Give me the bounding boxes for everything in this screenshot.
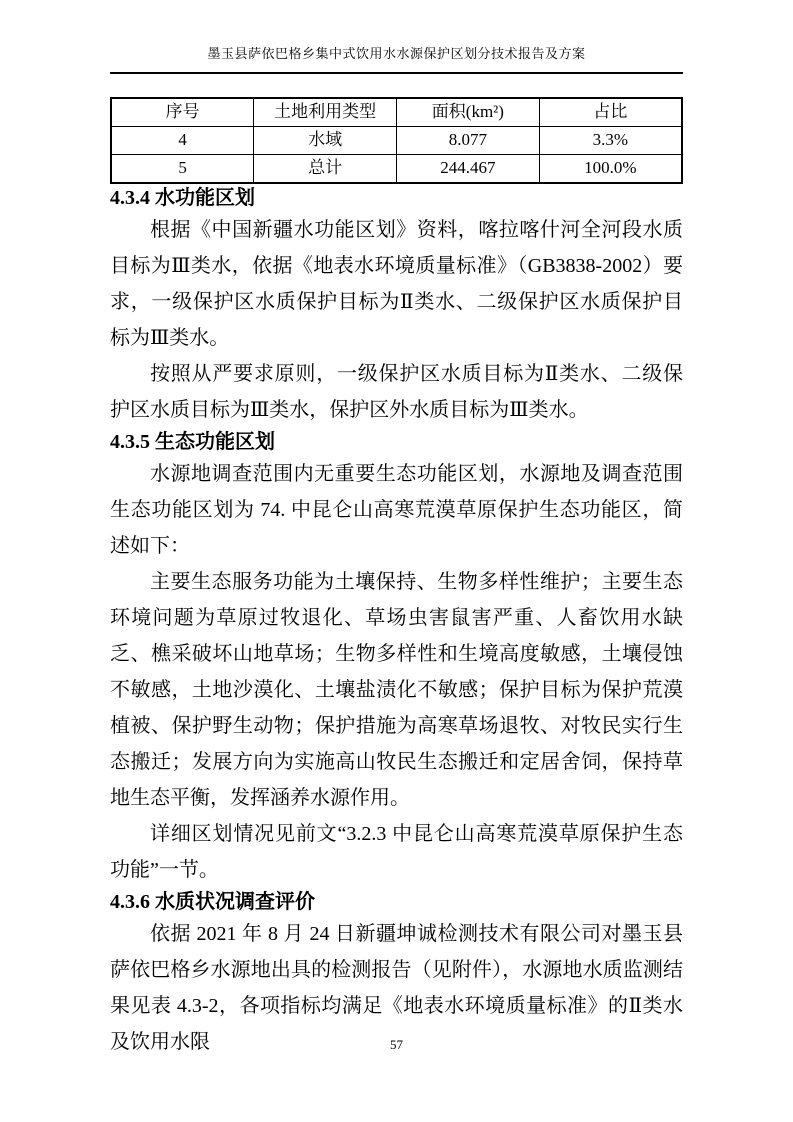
land-use-table [110,97,683,184]
paragraph: 水源地调查范围内无重要生态功能区划，水源地及调查范围生态功能区划为 74. 中昆仑山高寒荒漠草原保护生态功能区，简述如下： [110,463,683,557]
paragraph: 主要生态服务功能为土壤保持、生物多样性维护；主要生态环境问题为草原过牧退化、草场虫害鼠害严重、人畜饮用水缺乏、樵采破坏山地草场；生物多样性和生境高度敏感，土壤侵蚀不敏感，土地沙漠化、土壤盐渍化不敏感；保护目标为保护荒漠植被、保护野生动物；保护措施为高寒草场退牧、对牧民实行生态搬迁；发展方向为实施高山牧民生态搬迁和定居舍饲，保持草地生态平衡，发挥涵养水源作用。 [110,571,683,809]
table-cell-percentage: 3.3% [539,127,682,155]
table-row [111,127,682,155]
section-heading-436: 4.3.6 水质状况调查评价 [110,891,315,913]
table-header-cell-percentage: 占比 [539,98,682,127]
table-cell-landuse-type: 总计 [254,155,397,184]
table-row [111,155,682,184]
paragraph: 根据《中国新疆水功能区划》资料，喀拉喀什河全河段水质目标为Ⅲ类水，依据《地表水环境质量标准》（GB3838-2002）要求，一级保护区水质保护目标为Ⅱ类水、二级保护区水质保护目标为Ⅲ类水。 [110,219,683,349]
table-header-cell-landuse-type: 土地利用类型 [254,98,397,127]
page-header [110,0,683,74]
table-cell-area: 8.077 [397,127,540,155]
table-cell-percentage: 100.0% [539,155,682,184]
header-title: 墨玉县萨依巴格乡集中式饮用水水源保护区划分技术报告及方案 [207,46,586,61]
paragraph: 按照从严要求原则，一级保护区水质目标为Ⅱ类水、二级保护区水质目标为Ⅲ类水，保护区外水质目标为Ⅲ类水。 [110,363,683,421]
table-cell-landuse-type: 水域 [254,127,397,155]
table-cell-index: 4 [111,127,254,155]
table-header-cell-index: 序号 [111,98,254,127]
section-heading-435: 4.3.5 生态功能区划 [110,431,275,453]
page-number: 57 [390,1037,403,1052]
page-content [110,97,683,1060]
paragraph: 依据 2021 年 8 月 24 日新疆坤诚检测技术有限公司对墨玉县萨依巴格乡水源地出具的检测报告（见附件），水源地水质监测结果见表 4.3-2，各项指标均满足《地表水环境质量标准》的Ⅱ类水及饮用水限 [110,923,683,1053]
paragraph: 详细区划情况见前文“3.2.3 中昆仑山高寒荒漠草原保护生态功能”一节。 [110,823,683,881]
table-header-cell-area: 面积(km²) [397,98,540,127]
table-cell-area: 244.467 [397,155,540,184]
table-cell-index: 5 [111,155,254,184]
table-header-row [111,98,682,127]
section-heading-434: 4.3.4 水功能区划 [110,187,255,209]
